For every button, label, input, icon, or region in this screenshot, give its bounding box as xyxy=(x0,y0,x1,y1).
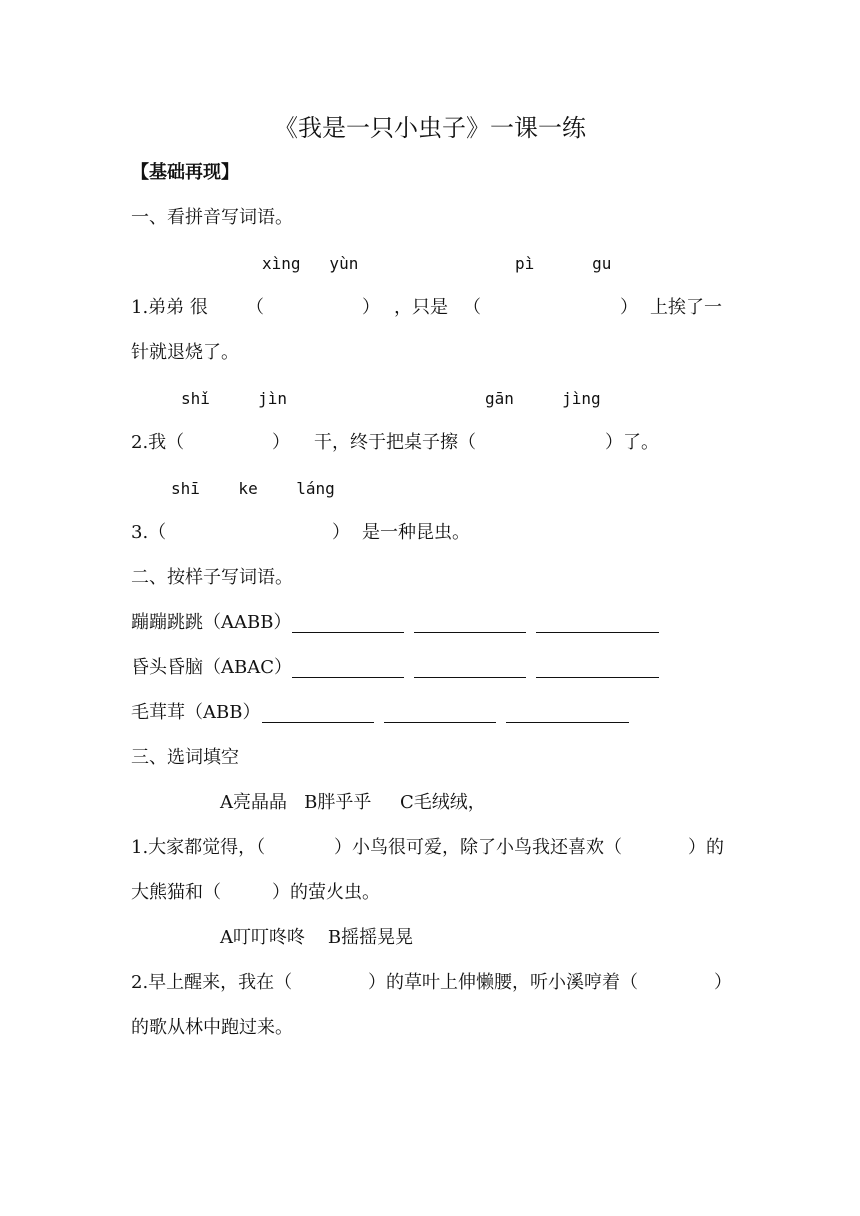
q1-paren-open-a: （ xyxy=(246,297,264,318)
q2-mid-text: 干，终于把桌子擦（ xyxy=(314,432,476,453)
q2-text-1: 2.我（ xyxy=(131,432,185,453)
q3-paren-close: ） xyxy=(332,522,350,543)
answer-blank[interactable] xyxy=(292,632,404,633)
p3-q1-line1-c: ）的 xyxy=(688,837,724,858)
q1-paren-close-a: ） xyxy=(362,297,380,318)
p3-q1-line2-a: 大熊猫和（ xyxy=(131,882,221,903)
p3-q1-line2-b: ）的萤火虫。 xyxy=(272,882,380,903)
q3-text-1: 3.（ xyxy=(131,522,167,543)
q2-pinyin-b: gān jìng xyxy=(485,389,601,408)
q3-text-2: 是一种昆虫。 xyxy=(362,522,470,543)
options-group-1: A亮晶晶 B胖乎乎 C毛绒绒， xyxy=(220,792,486,813)
q2-paren-close-a: ） xyxy=(272,432,290,453)
q2-pinyin-a: shǐ jìn xyxy=(181,389,287,408)
page-title: 《我是一只小虫子》一课一练 xyxy=(274,114,586,142)
p3-q1-line1-a: 1.大家都觉得，（ xyxy=(131,837,266,858)
pattern-row-abac-label: 昏头昏脑（ABAC） xyxy=(131,657,292,678)
p3-q2-line1-b: ）的草叶上伸懒腰，听小溪哼着（ xyxy=(368,972,638,993)
q1-text-1: 1.弟弟 很 xyxy=(131,297,208,318)
part2-heading: 二、按样子写词语。 xyxy=(131,567,293,588)
answer-blank[interactable] xyxy=(536,632,659,633)
section-basic-label: 【基础再现】 xyxy=(131,162,239,183)
answer-blank[interactable] xyxy=(262,722,374,723)
answer-blank[interactable] xyxy=(384,722,496,723)
pattern-row-aabb-label: 蹦蹦跳跳（AABB） xyxy=(131,612,292,633)
q1-mid-text: ，只是 xyxy=(394,297,448,318)
p3-q2-line1-a: 2.早上醒来，我在（ xyxy=(131,972,293,993)
p3-q1-line1-b: ）小鸟很可爱，除了小鸟我还喜欢（ xyxy=(334,837,622,858)
part3-heading: 三、选词填空 xyxy=(131,747,239,768)
answer-blank[interactable] xyxy=(536,677,659,678)
p3-q2-line2: 的歌从林中跑过来。 xyxy=(131,1017,293,1038)
part1-heading: 一、看拼音写词语。 xyxy=(131,207,293,228)
options-group-2: A叮叮咚咚 B摇摇晃晃 xyxy=(220,927,414,948)
q1-text-3: 针就退烧了。 xyxy=(131,342,239,363)
answer-blank[interactable] xyxy=(414,677,526,678)
q1-paren-close-b: ） xyxy=(620,297,638,318)
q1-pinyin-a: xìng yùn xyxy=(262,254,359,273)
q1-text-2: 上挨了一 xyxy=(650,297,722,318)
q2-paren-close-b: ）了。 xyxy=(605,432,659,453)
answer-blank[interactable] xyxy=(414,632,526,633)
answer-blank[interactable] xyxy=(506,722,629,723)
q3-pinyin: shī ke láng xyxy=(171,479,335,498)
answer-blank[interactable] xyxy=(292,677,404,678)
pattern-row-abb-label: 毛茸茸（ABB） xyxy=(131,702,261,723)
q1-paren-open-b: （ xyxy=(463,297,481,318)
q1-pinyin-b: pì gu xyxy=(515,254,612,273)
p3-q2-line1-c: ） xyxy=(714,972,732,993)
